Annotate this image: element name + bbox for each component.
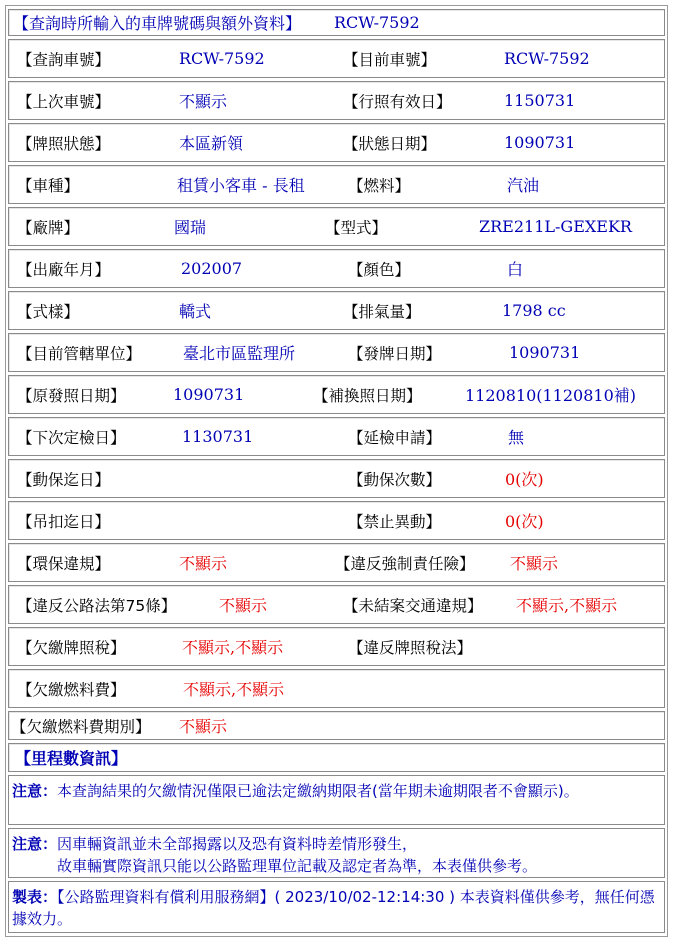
- info-row-vehicle-type: [8, 165, 665, 204]
- value-next-inspection: 1130731: [182, 427, 254, 446]
- value-status-date: 1090731: [504, 133, 576, 152]
- label-suspension-end: 【吊扣迄日】: [17, 512, 111, 531]
- label-mortgage-count: 【動保次數】: [348, 470, 442, 489]
- value-displacement: 1798 cc: [502, 301, 566, 320]
- value-environmental-violation: 不顯示: [179, 554, 228, 573]
- value-mortgage-count: 0(次): [505, 470, 544, 489]
- notice-line-1: 因車輛資訊並未全部揭露以及恐有資料時差情形發生，: [57, 835, 418, 853]
- notice-key: 注意：: [12, 782, 58, 800]
- info-row-body-style: [8, 291, 665, 330]
- label-next-inspection: 【下次定檢日】: [17, 428, 126, 447]
- label-inspection-extension: 【延檢申請】: [348, 428, 442, 447]
- label-license-expiry: 【行照有效日】: [343, 92, 452, 111]
- footer-key: 製表：: [12, 888, 58, 906]
- value-manufacture-date: 202007: [181, 259, 243, 278]
- label-compulsory-insurance: 【違反強制責任險】: [335, 554, 475, 573]
- notice-text: 本查詢結果的欠繳情況僅限已逾法定繳納期限者(當年期未逾期限者不會顯示)。: [57, 782, 579, 800]
- label-previous-plate: 【上次車號】: [17, 92, 111, 111]
- info-row-plate: [8, 39, 665, 78]
- info-row-license-tax: [8, 627, 665, 666]
- label-displacement: 【排氣量】: [343, 302, 421, 321]
- header-plate: RCW-7592: [334, 13, 420, 32]
- value-color: 白: [507, 260, 524, 279]
- header-title: 【查詢時所輸入的車牌號碼與額外資料】: [13, 14, 302, 33]
- label-color: 【顏色】: [348, 260, 411, 279]
- report-footer: [8, 881, 665, 933]
- mileage-section-label: 【里程數資訊】: [15, 749, 128, 768]
- value-transfer-ban: 0(次): [505, 512, 544, 531]
- value-original-license-date: 1090731: [173, 385, 245, 404]
- label-unpaid-license-tax: 【欠繳牌照稅】: [17, 638, 126, 657]
- label-unresolved-violations: 【未結案交通違規】: [343, 596, 483, 615]
- value-current-plate: RCW-7592: [504, 49, 590, 68]
- label-brand: 【廠牌】: [17, 218, 80, 237]
- info-row-previous-plate: [8, 81, 665, 120]
- label-status-date: 【狀態日期】: [343, 134, 437, 153]
- header-row: [8, 9, 665, 36]
- info-row-jurisdiction: [8, 333, 665, 372]
- info-row-highway-law: [8, 585, 665, 624]
- info-row-inspection: [8, 417, 665, 456]
- value-jurisdiction: 臺北市區監理所: [183, 344, 296, 363]
- label-fuel: 【燃料】: [348, 176, 411, 195]
- label-current-plate: 【目前車號】: [343, 50, 437, 69]
- label-jurisdiction: 【目前管轄單位】: [17, 344, 142, 363]
- notice-data-disclaimer: [8, 828, 665, 878]
- info-row-fuel-fee-period: [8, 711, 665, 740]
- label-unpaid-fuel-fee-period: 【欠繳燃料費期別】: [11, 717, 151, 736]
- value-compulsory-insurance: 不顯示: [510, 554, 559, 573]
- value-query-plate: RCW-7592: [179, 49, 265, 68]
- value-unpaid-fuel-fee: 不顯示,不顯示: [183, 680, 285, 699]
- value-inspection-extension: 無: [508, 428, 525, 447]
- value-reissue-date: 1120810(1120810補): [465, 386, 637, 405]
- value-highway-law-75: 不顯示: [219, 596, 268, 615]
- notice-key: 注意：: [12, 835, 58, 853]
- value-vehicle-type: 租賃小客車 - 長租: [177, 176, 305, 195]
- value-license-expiry: 1150731: [504, 91, 576, 110]
- value-fuel: 汽油: [507, 176, 540, 195]
- label-vehicle-type: 【車種】: [17, 176, 80, 195]
- info-row-chattel-mortgage: [8, 459, 665, 498]
- notice-line-2: 故車輛實際資訊只能以公路監理單位記載及認定者為準，本表僅供參考。: [57, 857, 538, 875]
- value-body-style: 轎式: [179, 302, 212, 321]
- label-issue-date: 【發牌日期】: [348, 344, 442, 363]
- info-row-original-license: [8, 375, 665, 414]
- label-license-tax-violation: 【違反牌照稅法】: [348, 638, 473, 657]
- footer-text: 【公路監理資料有償利用服務網】( 2023/10/02-12:14:30 ) 本表資料僅供參考，無任何憑據效力。: [12, 888, 655, 928]
- label-model: 【型式】: [325, 218, 388, 237]
- mileage-section: [8, 743, 665, 772]
- label-original-license-date: 【原發照日期】: [17, 386, 126, 405]
- value-brand: 國瑞: [174, 218, 207, 237]
- label-plate-status: 【牌照狀態】: [17, 134, 111, 153]
- label-body-style: 【式樣】: [17, 302, 80, 321]
- value-unpaid-license-tax: 不顯示,不顯示: [182, 638, 284, 657]
- label-highway-law-75: 【違反公路法第75條】: [17, 596, 177, 615]
- info-row-fuel-fee: [8, 669, 665, 708]
- info-row-manufacture: [8, 249, 665, 288]
- info-row-plate-status: [8, 123, 665, 162]
- label-environmental-violation: 【環保違規】: [17, 554, 111, 573]
- value-model: ZRE211L-GEXEKR: [479, 217, 632, 236]
- notice-unpaid-scope: [8, 775, 665, 825]
- value-unpaid-fuel-fee-period: 不顯示: [179, 717, 228, 736]
- label-query-plate: 【查詢車號】: [17, 50, 111, 69]
- label-mortgage-end: 【動保迄日】: [17, 470, 111, 489]
- value-unresolved-violations: 不顯示,不顯示: [516, 596, 618, 615]
- label-manufacture-date: 【出廠年月】: [17, 260, 111, 279]
- info-row-environmental: [8, 543, 665, 582]
- value-previous-plate: 不顯示: [179, 92, 228, 111]
- info-row-suspension: [8, 501, 665, 540]
- label-transfer-ban: 【禁止異動】: [348, 512, 442, 531]
- value-plate-status: 本區新領: [179, 134, 244, 153]
- value-issue-date: 1090731: [509, 343, 581, 362]
- info-row-brand: [8, 207, 665, 246]
- label-unpaid-fuel-fee: 【欠繳燃料費】: [17, 680, 126, 699]
- label-reissue-date: 【補換照日期】: [313, 386, 422, 405]
